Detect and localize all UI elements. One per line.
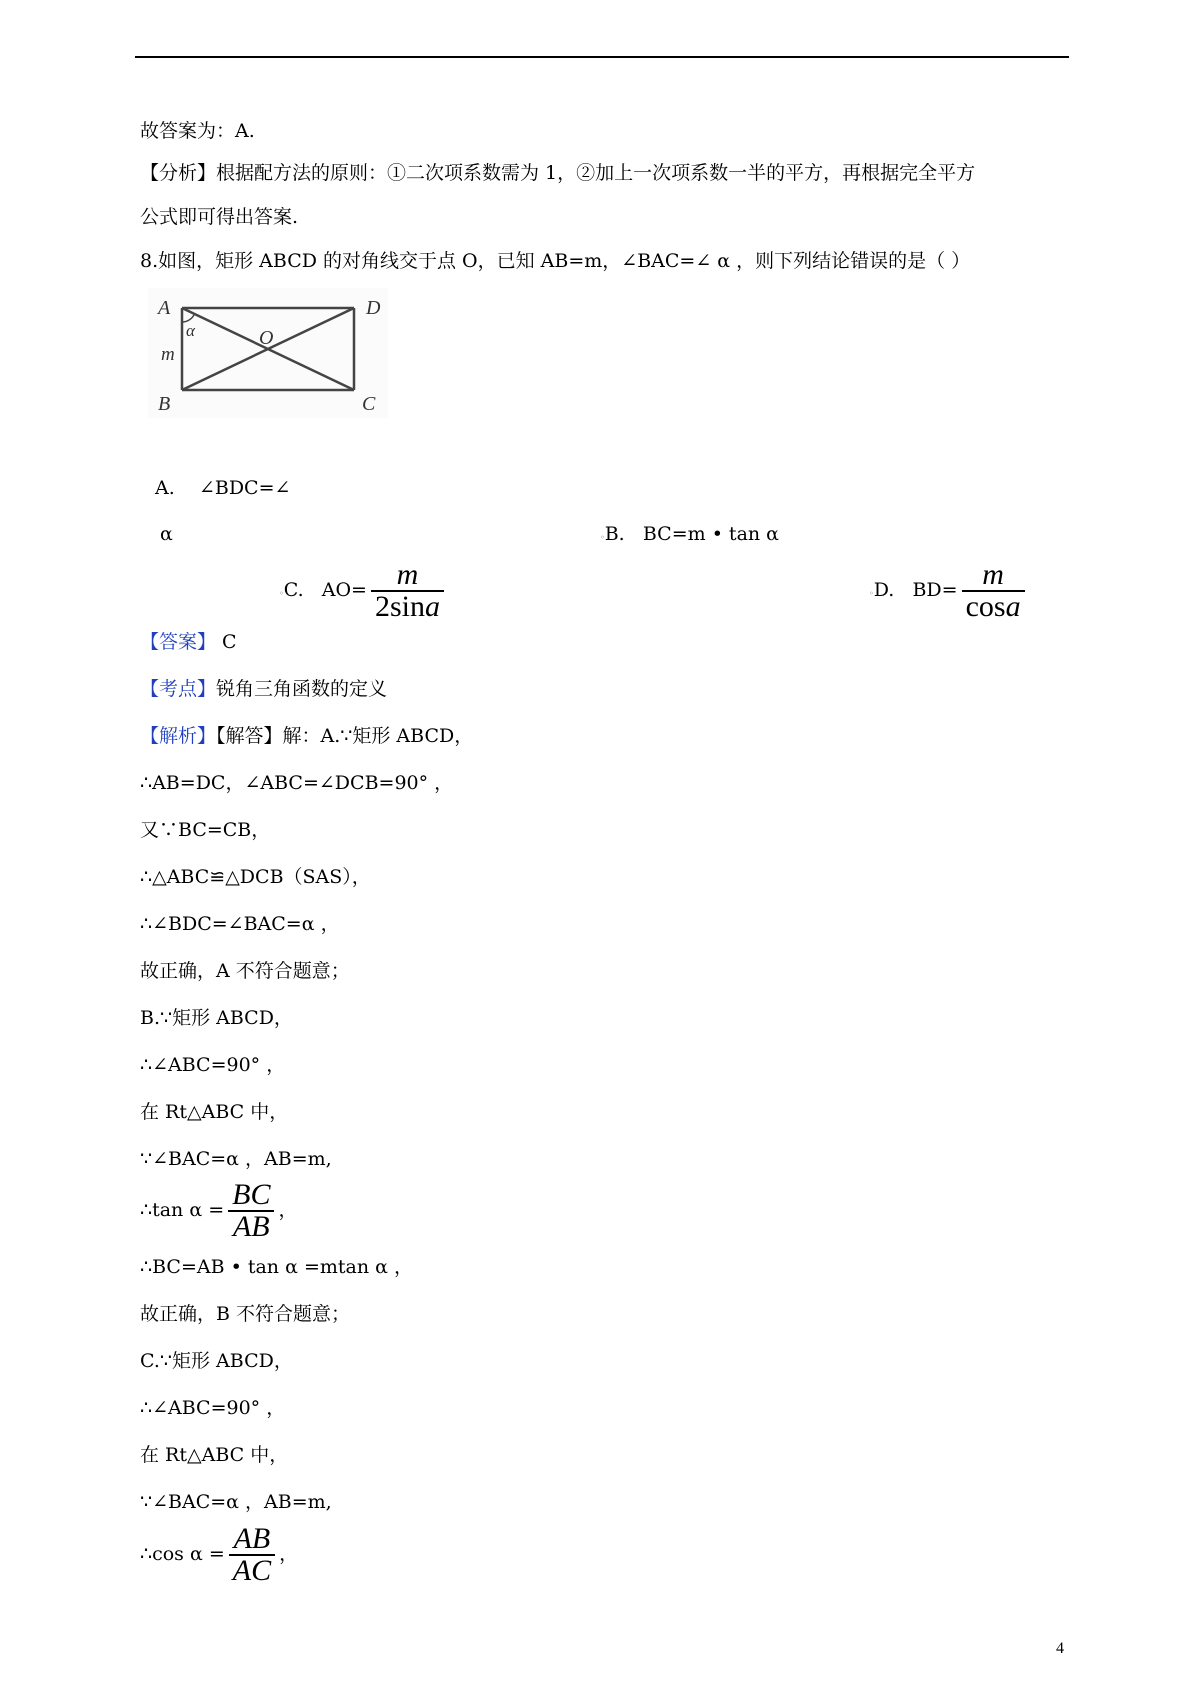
cos-fraction: $\frac{AB}{AC}$ <box>229 1524 275 1586</box>
analysis-line <box>140 161 975 185</box>
jiexi-tag: 【解析】 <box>140 725 217 747</box>
option-a-cont: α <box>160 523 173 545</box>
label-d: D <box>366 297 381 319</box>
step-2: 又∵BC=CB， <box>140 819 271 841</box>
answer-line-prev: 故答案为：A. <box>140 120 255 142</box>
step-7: ∴∠ABC=90° ， <box>140 1054 286 1076</box>
option-d-fraction: $\frac{m}{\cos a}$ <box>962 560 1025 622</box>
step-5: 故正确，A 不符合题意； <box>140 960 350 982</box>
option-c: ◦C. AO= $\frac{m}{2\sin a}$ <box>279 560 448 624</box>
option-c-fraction: $\frac{m}{2\sin a}$ <box>371 560 444 622</box>
header-rule <box>135 56 1069 58</box>
tan-fraction: $\frac{BC}{AB}$ <box>228 1180 274 1242</box>
label-o: O <box>259 327 274 349</box>
step-1: ∴AB=DC，∠ABC=∠DCB=90° ， <box>140 772 454 794</box>
jiexi-line: 【解析】【解答】解：A.∵矩形 ABCD， <box>140 725 474 747</box>
label-c: C <box>362 393 376 415</box>
analysis-tag: 【分析】 <box>140 162 217 184</box>
label-b: B <box>158 393 171 415</box>
label-m: m <box>161 344 175 365</box>
page-number: 4 <box>1056 1640 1064 1657</box>
answer-line: 【答案】 C <box>140 631 237 653</box>
step-14: ∴∠ABC=90° ， <box>140 1397 286 1419</box>
step-16: ∵∠BAC=α ，AB=m, <box>140 1491 332 1513</box>
option-d: ◦D. BD= $\frac{m}{\cos a}$ <box>869 560 1029 624</box>
step-15: 在 Rt△ABC 中， <box>140 1444 289 1466</box>
step-4: ∴∠BDC=∠BAC=α ， <box>140 913 340 935</box>
step-9: ∵∠BAC=α ，AB=m, <box>140 1148 332 1170</box>
option-a: A. ∠BDC=∠ <box>155 477 291 499</box>
step-10: ∴tan α = $\frac{BC}{AB}$ ， <box>140 1178 298 1243</box>
answer-tag: 【答案】 <box>140 631 217 653</box>
step-17: ∴cos α = $\frac{AB}{AC}$ ， <box>140 1522 299 1587</box>
label-a: A <box>158 297 171 319</box>
rectangle-figure <box>148 288 388 418</box>
option-b: ◦B. BC=m • tan α <box>600 523 780 545</box>
kaodian-tag: 【考点】 <box>140 678 217 700</box>
step-8: 在 Rt△ABC 中， <box>140 1101 289 1123</box>
analysis-line-cont: 公式即可得出答案. <box>140 206 299 228</box>
step-3: ∴△ABC≌△DCB（SAS）， <box>140 866 371 888</box>
step-13: C.∵矩形 ABCD， <box>140 1350 293 1372</box>
step-6: B.∵矩形 ABCD， <box>140 1007 293 1029</box>
analysis-text: 根据配方法的原则：①二次项系数需为 1，②加上一次项系数一半的平方，再根据完全平方 <box>216 162 976 184</box>
step-11: ∴BC=AB • tan α =mtan α ， <box>140 1256 413 1278</box>
step-12: 故正确，B 不符合题意； <box>140 1303 351 1325</box>
label-alpha: α <box>186 321 195 340</box>
question-8: 8.如图，矩形 ABCD 的对角线交于点 O，已知 AB=m，∠BAC=∠ α ，则下列结论错误的是（ ） <box>140 250 971 272</box>
kaodian-line: 【考点】锐角三角函数的定义 <box>140 678 388 700</box>
